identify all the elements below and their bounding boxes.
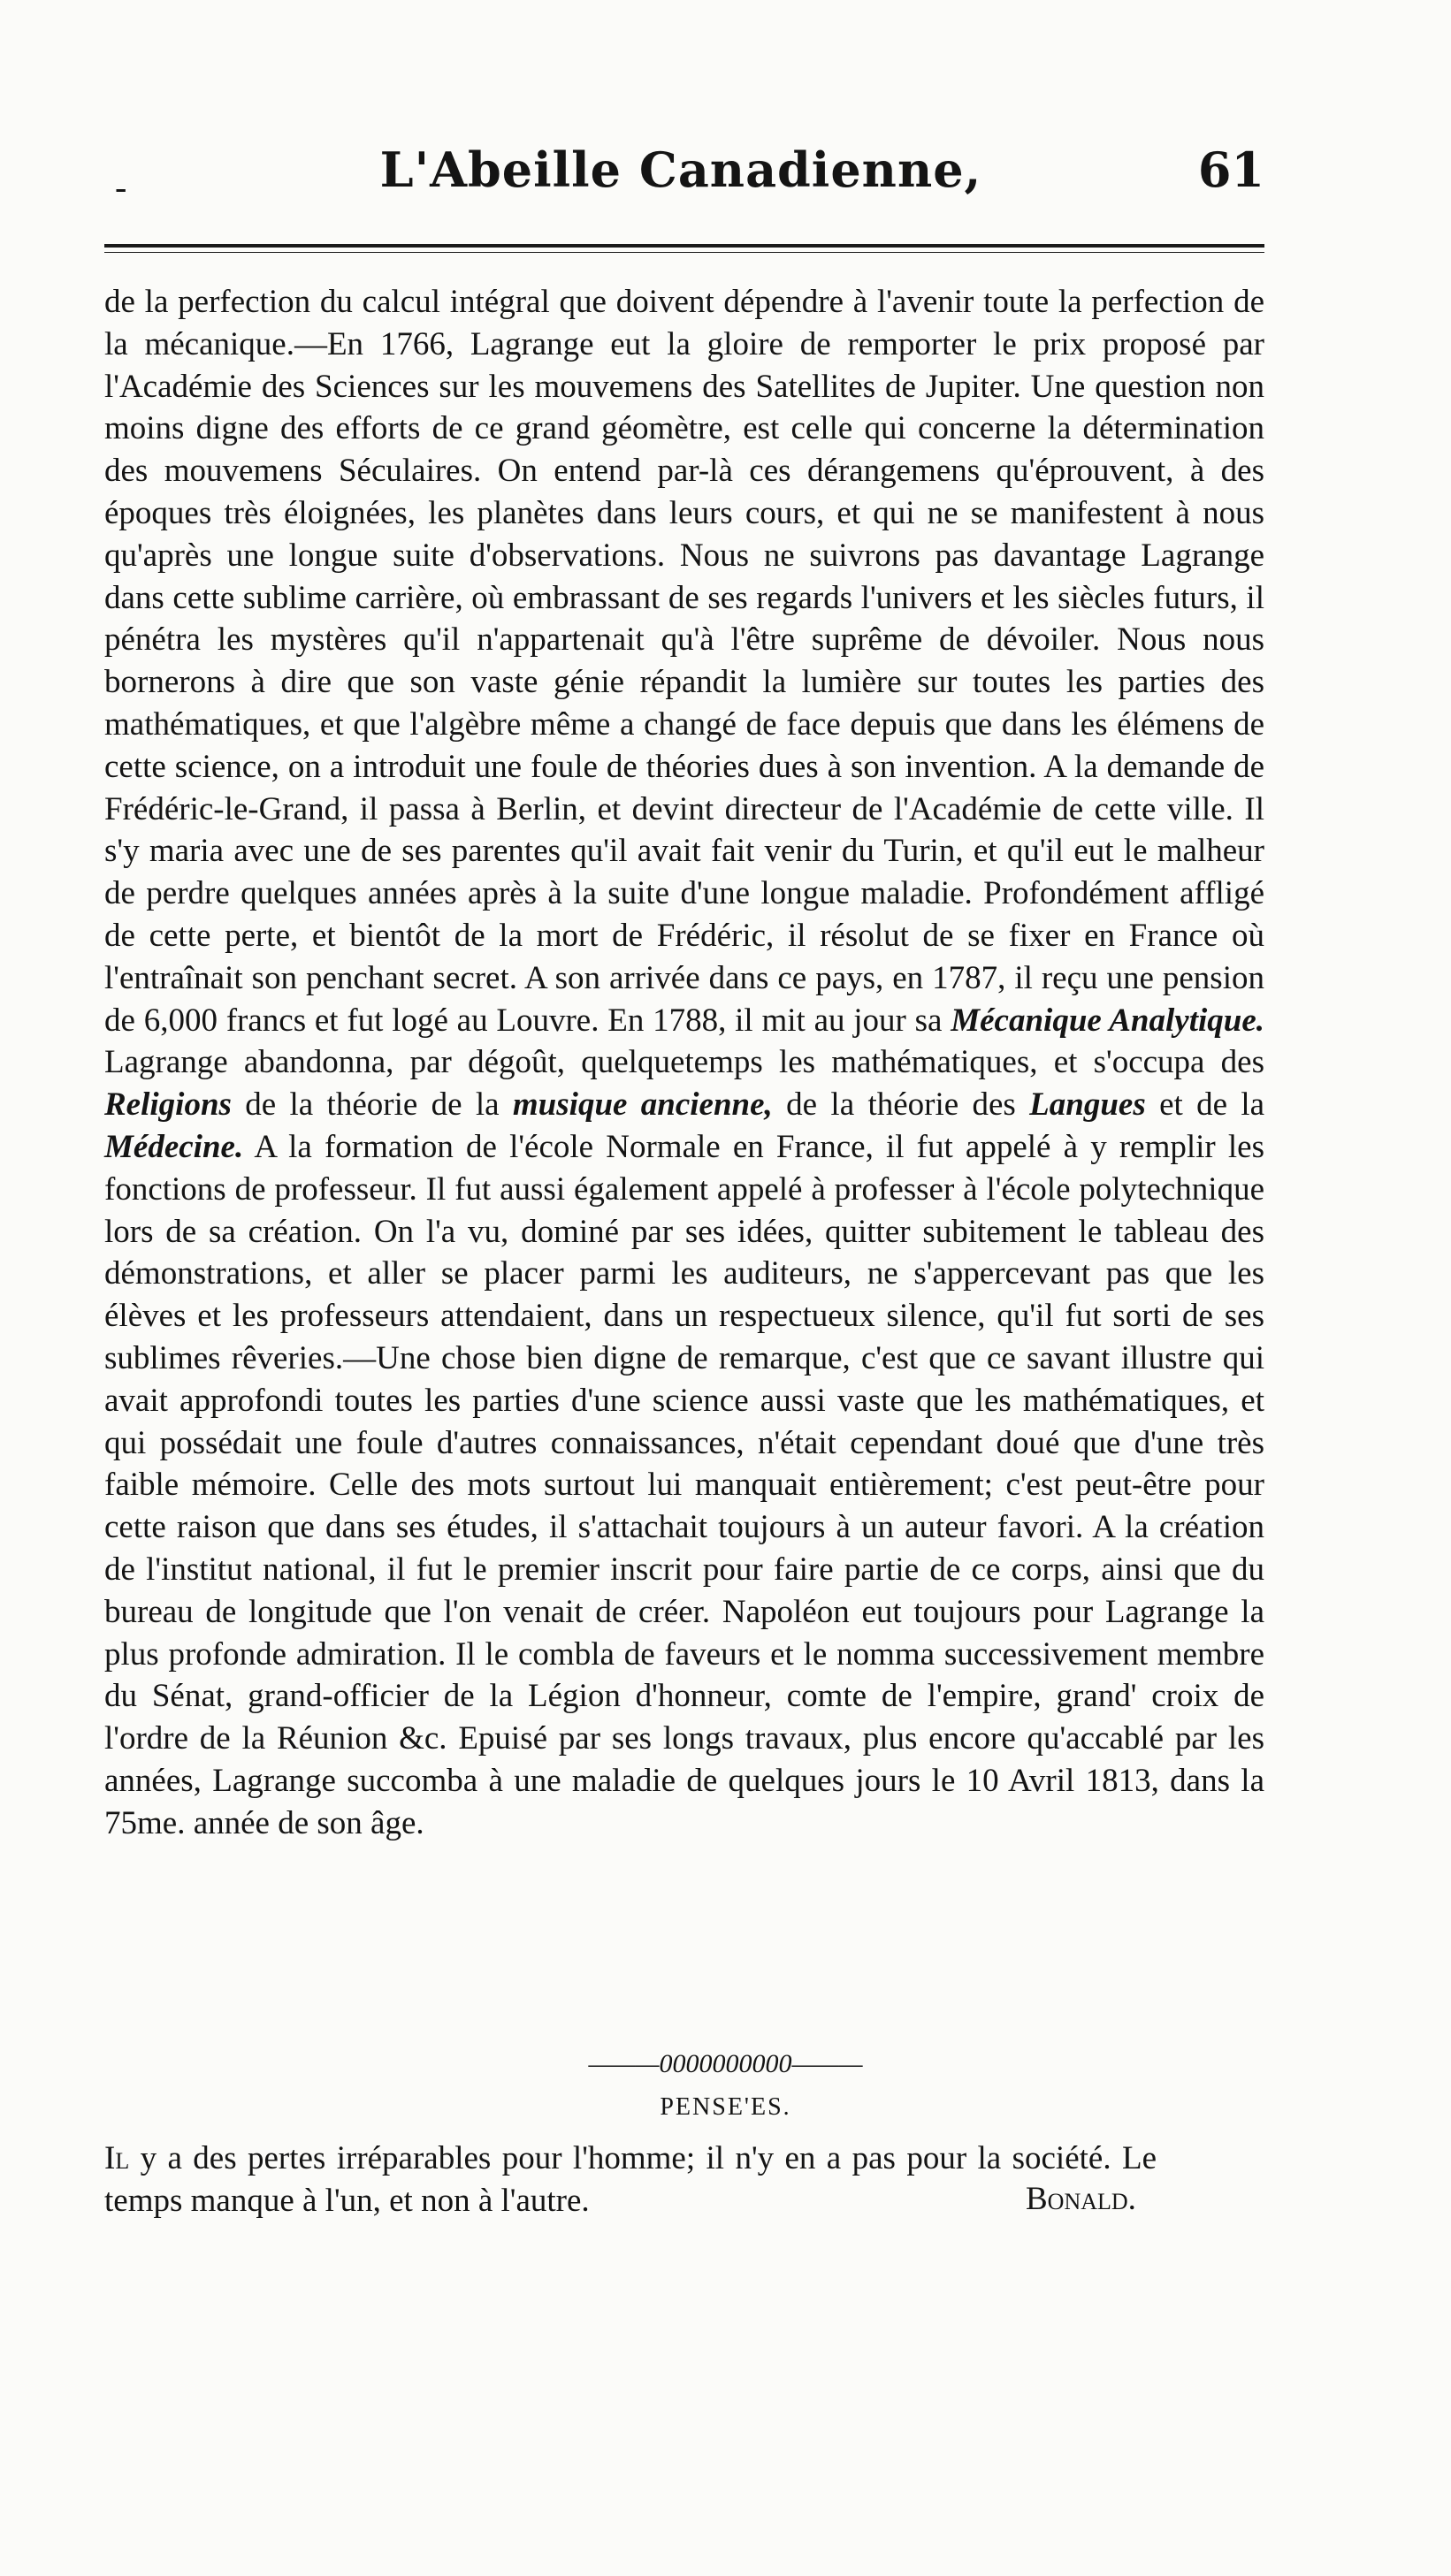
section-separator: ———0000000000——— [588, 2049, 863, 2078]
article-text-part-4: de la théorie des [786, 1086, 1016, 1124]
page-number: 61 [1197, 141, 1264, 198]
pensees-paragraph [104, 2138, 1157, 2222]
title-mecanique-analytique: Mécanique Analytique. [951, 1002, 1264, 1039]
term-medecine: Médecine. [104, 1128, 244, 1165]
article-text-part-3: de la théorie de la [245, 1086, 500, 1124]
journal-title: L'Abeille Canadienne, [379, 141, 982, 198]
header-rule [104, 244, 1264, 253]
article-text-part-1: de la perfection du calcul intégral que doivent dépendre à l'avenir toute la perfection de la mécanique.—En 1766, Lagrange eut la gloire de remporter le prix proposé par l'Académie des Sciences sur les mouvemens des Satellites de Jupiter. Une question non moins digne des efforts de ce grand géomètre, est celle qui concerne la détermination des mouvemens Séculaires. On entend par-là ces dérangemens qu'éprouvent, à des époques très éloignées, les planètes dans leurs cours, et qui ne se manifestent à nous qu'après une longue suite d'observations. Nous ne suivrons pas davantage Lagrange dans cette sublime carrière, où embrassant de ses regards l'univers et les siècles futurs, il pénétra les mystères qu'il n'appartenait qu'à l'être suprême de dévoiler. Nous nous bornerons à dire que son vaste génie répandit la lumière sur toutes les parties des mathématiques, et que l'algèbre même a changé de face depuis que dans les élémens de cette science, on a introduit une foule de théories dues à son invention. A la demande de Frédéric-le-Grand, il passa à Berlin, et devint directeur de l'Académie de cette ville. Il s'y maria avec une de ses parentes qu'il avait fait venir du Turin, et qu'il eut le malheur de perdre quelques années après à la suite d'une longue maladie. Profondément affligé de cette perte, et bientôt de la mort de Frédéric, il résolut de se fixer en France où l'entraînait son penchant secret. A son arrivée dans ce pays, en 1787, il reçu une pension de 6,000 francs et fut logé au Louvre. En 1788, il mit au jour sa [104, 284, 1264, 1039]
pensees-author: Bonald. [1026, 2181, 1136, 2217]
article-text-part-5: et de la [1159, 1086, 1265, 1124]
running-head [97, 141, 1264, 212]
pensees-lead-word: Il [104, 2140, 130, 2176]
pensees-heading: PENSE'ES. [660, 2093, 791, 2121]
term-religions: Religions [104, 1086, 232, 1124]
article-text-part-6: A la formation de l'école Normale en France, il fut appelé à y remplir les fonctions de professeur. Il fut aussi également appelé à professer à l'école polytechnique lors de sa création. On l'a vu, dominé par ses idées, quitter subitement le tableau des démonstrations, et aller se placer parmi les auditeurs, ne s'appercevant pas que les élèves et les professeurs attendaient, dans un respectueux silence, qu'il fut sorti de ses sublimes rêveries.—Une chose bien digne de remarque, c'est que ce savant illustre qui avait approfondi toutes les parties d'une science aussi vaste que les mathématiques, et qui possédait une foule d'autres connaissances, n'était cependant doué que d'une très faible mémoire. Celle des mots surtout lui manquait entièrement; c'est peut-être pour cette raison que dans ses études, il s'attachait toujours à un auteur favori. A la création de l'institut national, il fut le premier inscrit pour faire partie de ce corps, ainsi que du bureau de longitude que l'on venait de créer. Napoléon eut toujours pour Lagrange la plus profonde admiration. Il le combla de faveurs et le nomma successivement membre du Sénat, grand-officier de la Légion d'honneur, comte de l'empire, grand' croix de l'ordre de la Réunion &c. Epuisé par ses longs travaux, plus encore qu'accablé par les années, Lagrange succomba à une maladie de quelques jours le 10 Avril 1813, dans la 75me. année de son âge. [104, 1128, 1264, 1841]
term-musique-ancienne: musique ancienne, [512, 1086, 773, 1124]
article-body [104, 281, 1264, 1844]
header-dash: - [115, 167, 127, 207]
article-text-part-2: Lagrange abandonna, par dégoût, quelquetemps les mathématiques, et s'occupa des [104, 1044, 1264, 1081]
term-langues: Langues [1029, 1086, 1146, 1124]
pensees-text: y a des pertes irréparables pour l'homme; il n'y en a pas pour la société. Le temps manque à l'un, et non à l'autre. [104, 2140, 1157, 2219]
